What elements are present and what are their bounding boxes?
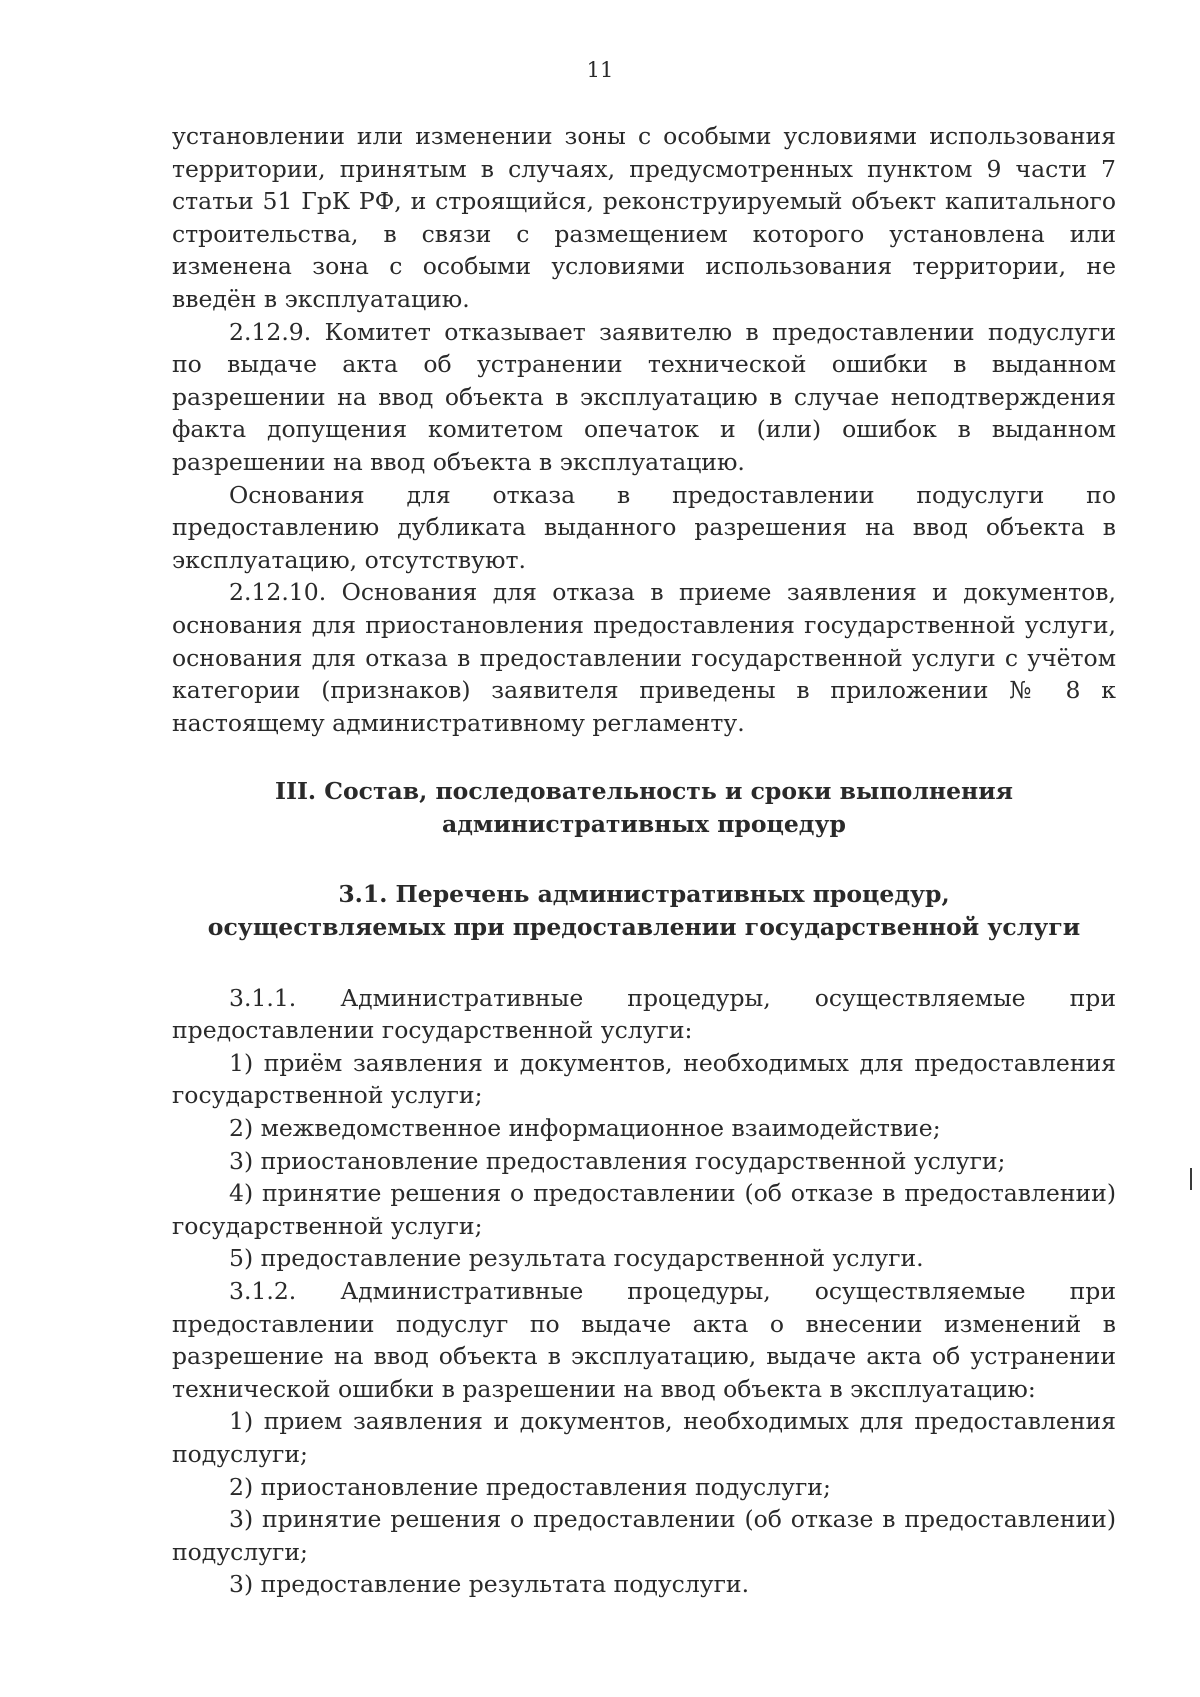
subsection-heading-line-2: осуществляемых при предоставлении государственной услуги <box>207 913 1081 942</box>
clause-3-1-1-intro: 3.1.1. Административные процедуры, осуществляемые при предоставлении государственной услуги: <box>172 983 1116 1045</box>
section-heading <box>172 775 1116 840</box>
list-item: 3) приостановление предоставления государственной услуги; <box>229 1146 1006 1175</box>
paragraph-duplicate-grounds: Основания для отказа в предоставлении подуслуги по предоставлению дубликата выданного разрешения на ввод объекта в эксплуатацию, отсутствуют. <box>172 480 1116 574</box>
list-item: 2) приостановление предоставления подуслуги; <box>229 1472 831 1501</box>
paragraph-continuation: установлении или изменении зоны с особыми условиями использования территории, принятым в случаях, предусмотренных пунктом 9 части 7 статьи 51 ГрК РФ, и строящийся, реконструируемый объект капитального строительства, в связи с размещением которого установлена или изменена зона с особыми условиями использования территории, не введён в эксплуатацию. <box>172 122 1116 313</box>
list-item: 3) принятие решения о предоставлении (об отказе в предоставлении) подуслуги; <box>172 1505 1116 1566</box>
section-heading-line-2: административных процедур <box>442 809 846 838</box>
page-number: 11 <box>586 58 614 82</box>
list-item: 1) прием заявления и документов, необходимых для предоставления подуслуги; <box>172 1407 1116 1468</box>
clause-3-1-2-intro: 3.1.2. Административные процедуры, осуществляемые при предоставлении подуслуг по выдаче акта о внесении изменений в разрешение на ввод объекта в эксплуатацию, выдаче акта об устранении технической ошибки в разрешении на ввод объекта в эксплуатацию: <box>172 1277 1116 1403</box>
list-item: 5) предоставление результата государственной услуги. <box>229 1244 924 1273</box>
paragraph-2-12-10: 2.12.10. Основания для отказа в приеме заявления и документов, основания для приостановления предоставления государственной услуги, основания для отказа в предоставлении государственной услуги с учётом категории (признаков) заявителя приведены в приложении № 8 к настоящему административному регламенту. <box>172 578 1116 737</box>
list-item: 2) межведомственное информационное взаимодействие; <box>229 1114 941 1143</box>
paragraph-2-12-9: 2.12.9. Комитет отказывает заявителю в предоставлении подуслуги по выдаче акта об устранении технической ошибки в выданном разрешении на ввод объекта в эксплуатацию в случае неподтверждения факта допущения комитетом опечаток и (или) ошибок в выданном разрешении на ввод объекта в эксплуатацию. <box>172 317 1116 476</box>
scan-margin-mark <box>1190 1168 1192 1190</box>
list-item: 3) предоставление результата подуслуги. <box>229 1570 750 1599</box>
subsection-heading-line-1: 3.1. Перечень административных процедур, <box>338 880 950 909</box>
list-item: 4) принятие решения о предоставлении (об отказе в предоставлении) государственной услуги; <box>172 1179 1116 1240</box>
section-heading-line-1: III. Состав, последовательность и сроки выполнения <box>274 777 1014 806</box>
list-item: 1) приём заявления и документов, необходимых для предоставления государственной услуги; <box>172 1048 1116 1110</box>
subsection-heading <box>172 878 1116 943</box>
document-body <box>172 120 1116 1601</box>
